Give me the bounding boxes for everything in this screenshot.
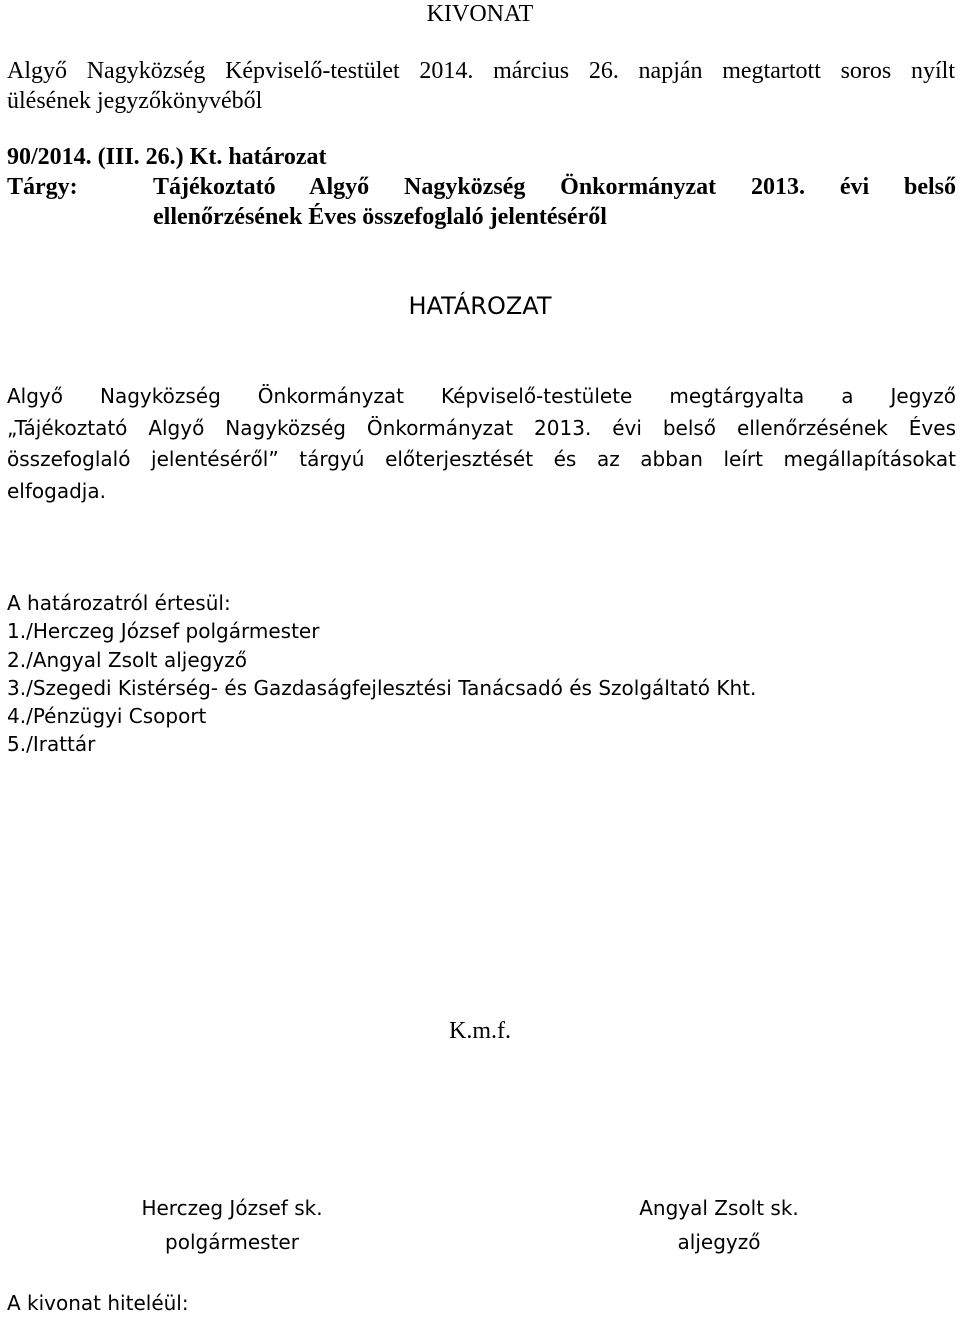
body-line: elfogadja. bbox=[7, 478, 106, 503]
subject-label: Tárgy: bbox=[7, 174, 78, 200]
document-title: KIVONAT bbox=[426, 1, 534, 27]
intro-paragraph bbox=[7, 56, 955, 116]
intro-line: ülésének jegyzőkönyvéből bbox=[7, 88, 263, 114]
intro-line: Algyő Nagyközség Képviselő-testület 2014. március 26. napján megtartott soros nyílt bbox=[7, 58, 955, 84]
recipient-item: 3./Szegedi Kistérség- és Gazdaságfejlesztési Tanácsadó és Szolgáltató Kht. bbox=[7, 675, 757, 700]
signature-block-mayor bbox=[82, 1191, 382, 1259]
recipient-item: 5./Irattár bbox=[7, 732, 96, 757]
recipient-item: 4./Pénzügyi Csoport bbox=[7, 704, 207, 729]
body-line: „Tájékoztató Algyő Nagyközség Önkormányzat 2013. évi belső ellenőrzésének Éves bbox=[7, 415, 956, 440]
subject-line: ellenőrzésének Éves összefoglaló jelentéséről bbox=[153, 204, 607, 230]
recipients-list bbox=[7, 589, 756, 759]
signature-name: Herczeg József sk. bbox=[141, 1196, 323, 1220]
resolution-body bbox=[7, 381, 956, 507]
kmf-label: K.m.f. bbox=[449, 1018, 511, 1044]
recipients-heading: A határozatról értesül: bbox=[7, 591, 231, 615]
signature-name: Angyal Zsolt sk. bbox=[639, 1196, 799, 1220]
recipient-item: 1./Herczeg József polgármester bbox=[7, 619, 320, 644]
subject-line: Tájékoztató Algyő Nagyközség Önkormányzat 2013. évi belső bbox=[153, 174, 956, 200]
signature-role: aljegyző bbox=[677, 1230, 761, 1254]
signature-role: polgármester bbox=[165, 1230, 299, 1254]
resolution-heading: HATÁROZAT bbox=[408, 292, 552, 320]
subject-text bbox=[153, 172, 956, 232]
body-line: összefoglaló jelentéséről” tárgyú előterjesztését és az abban leírt megállapításokat bbox=[7, 447, 956, 471]
recipient-item: 2./Angyal Zsolt aljegyző bbox=[7, 647, 247, 672]
signature-block-notary bbox=[569, 1191, 869, 1259]
resolution-number: 90/2014. (III. 26.) Kt. határozat bbox=[7, 144, 327, 170]
certification-label: A kivonat hiteléül: bbox=[7, 1291, 189, 1315]
body-line: Algyő Nagyközség Önkormányzat Képviselő-testülete megtárgyalta a Jegyző bbox=[7, 384, 956, 408]
